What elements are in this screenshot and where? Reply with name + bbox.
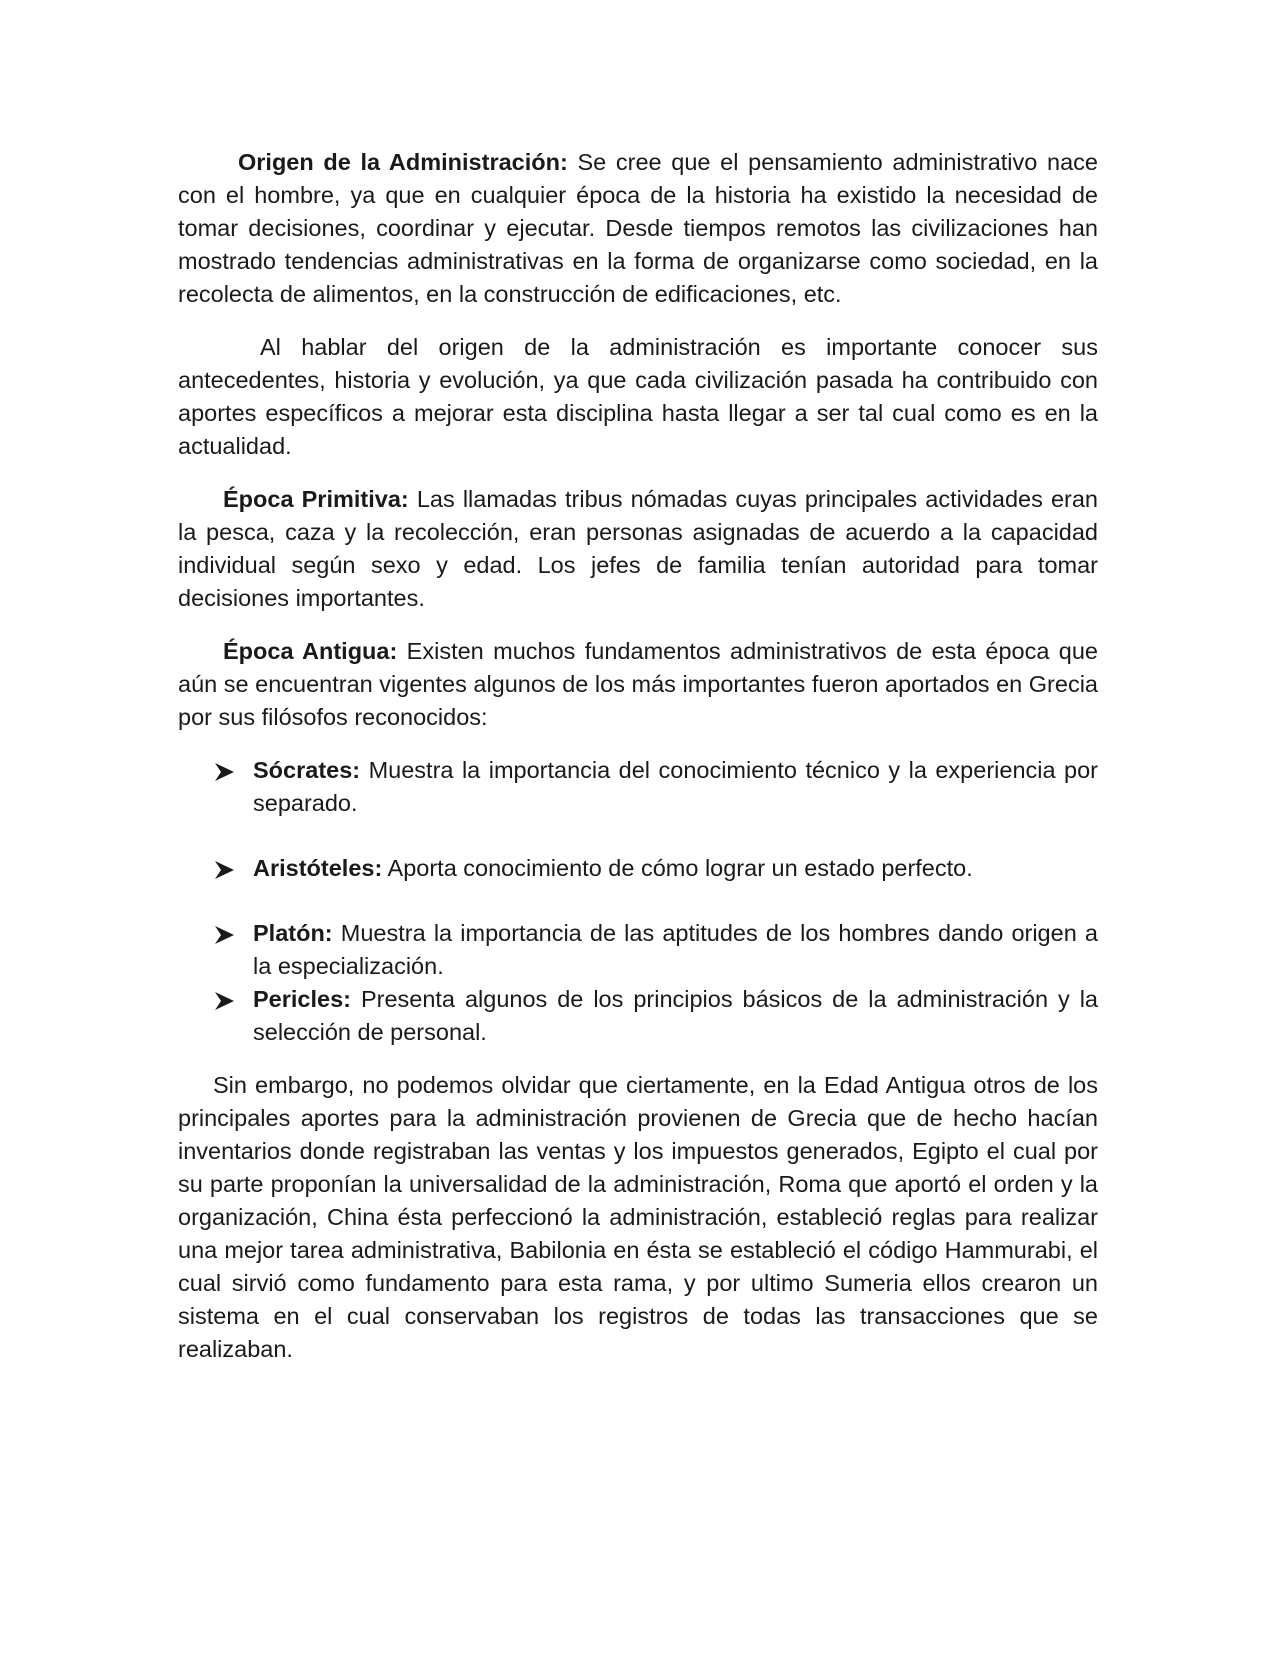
list-item-aristoteles: [178, 852, 1098, 885]
arrowhead-bullet-icon: [214, 763, 234, 781]
heading-origin: Origen de la Administración:: [238, 149, 568, 175]
paragraph-primitive-era-text: Las llamadas tribus nómadas cuyas principales actividades eran la pesca, caza y la recolección, eran personas asignadas de acuerdo a la capacidad individual según sexo y edad. Los jefes de familia tenían autoridad para tomar decisiones importantes.: [178, 486, 1098, 611]
paragraph-ancient-era-text: Existen muchos fundamentos administrativos de esta época que aún se encuentran vigentes algunos de los más importantes fueron aportados en Grecia por sus filósofos reconocidos:: [178, 638, 1099, 730]
document-body: [178, 146, 1098, 1366]
paragraph-importance: [178, 331, 1098, 463]
philosopher-name: Sócrates:: [253, 757, 361, 783]
paragraph-primitive-era: [178, 483, 1098, 615]
heading-ancient-era: Época Antigua:: [223, 638, 398, 664]
arrowhead-bullet-icon: [214, 861, 234, 879]
paragraph-importance-text: Al hablar del origen de la administración es importante conocer sus antecedentes, historia y evolución, ya que cada civilización pasada ha contribuido con aportes específicos a mejorar esta disciplina hasta llegar a ser tal cual como es en la actualidad.: [178, 334, 1098, 459]
list-item-socrates: [178, 754, 1098, 820]
heading-primitive-era: Época Primitiva:: [223, 486, 409, 512]
paragraph-origin-text: Se cree que el pensamiento administrativo nace con el hombre, ya que en cualquier época de la historia ha existido la necesidad de tomar decisiones, coordinar y ejecutar. Desde tiempos remotos las civilizaciones han mostrado tendencias administrativas en la forma de organizarse como sociedad, en la recolecta de alimentos, en la construcción de edificaciones, etc.: [178, 149, 1098, 307]
paragraph-ancient-era: [178, 635, 1098, 734]
paragraph-closing-text: Sin embargo, no podemos olvidar que ciertamente, en la Edad Antigua otros de los principales aportes para la administración provienen de Grecia que de hecho hacían inventarios donde registraban las ventas y los impuestos generados, Egipto el cual por su parte proponían la universalidad de la administración, Roma que aportó el orden y la organización, China ésta perfeccionó la administración, estableció reglas para realizar una mejor tarea administrativa, Babilonia en ésta se estableció el código Hammurabi, el cual sirvió como fundamento para esta rama, y por ultimo Sumeria ellos crearon un sistema en el cual conservaban los registros de todas las transacciones que se realizaban.: [178, 1072, 1098, 1362]
philosopher-name: Pericles:: [253, 986, 351, 1012]
philosophers-list: [178, 754, 1098, 1049]
list-item-pericles: [178, 983, 1098, 1049]
philosopher-contribution: Muestra la importancia de las aptitudes de los hombres dando origen a la especialización.: [253, 920, 1098, 979]
arrowhead-bullet-icon: [214, 992, 234, 1010]
paragraph-closing: [178, 1069, 1098, 1366]
paragraph-origin: [178, 146, 1098, 311]
arrowhead-bullet-icon: [214, 926, 234, 944]
philosopher-name: Aristóteles:: [253, 855, 383, 881]
philosopher-contribution: Presenta algunos de los principios básicos de la administración y la selección de personal.: [253, 986, 1098, 1045]
list-item-platon: [178, 917, 1098, 983]
philosopher-contribution: Aporta conocimiento de cómo lograr un estado perfecto.: [382, 855, 973, 881]
philosopher-contribution: Muestra la importancia del conocimiento técnico y la experiencia por separado.: [253, 757, 1098, 816]
philosopher-name: Platón:: [253, 920, 333, 946]
